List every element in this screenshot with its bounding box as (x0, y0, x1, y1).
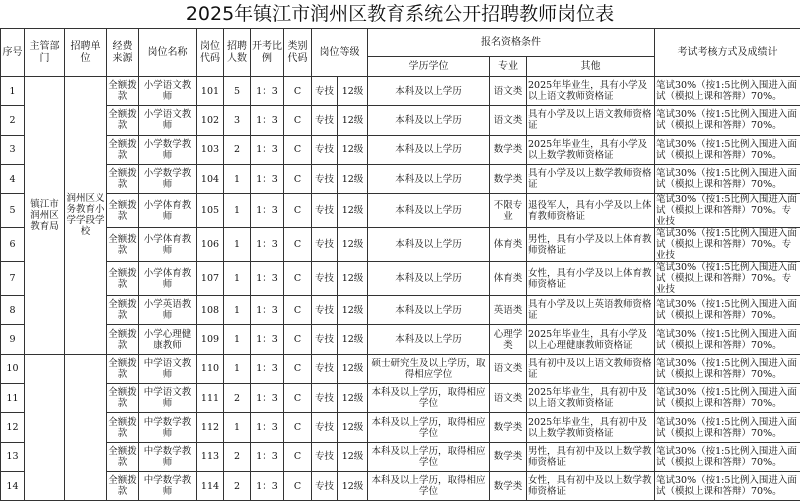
header-category-code: 类别代码 (284, 29, 312, 77)
seq-cell: 4 (1, 164, 25, 193)
education-cell: 本科及以上学历 (368, 135, 490, 164)
level-cell: 12级 (338, 354, 368, 383)
other-cell: 2025年毕业生，具有小学及以上心理健康教师资格证 (527, 325, 655, 354)
major-cell: 心理学类 (490, 325, 527, 354)
header-education: 学历学位 (368, 57, 490, 77)
header-dept: 主管部门 (25, 29, 65, 77)
post-code-cell: 112 (197, 413, 224, 442)
page-title: 2025年镇江市润州区教育系统公开招聘教师岗位表 (185, 3, 615, 25)
major-cell: 语文类 (490, 384, 527, 413)
post-name-cell: 中学语文教师 (139, 384, 197, 413)
table-row (1, 296, 800, 325)
level-cell: 12级 (338, 228, 368, 262)
funding-cell: 全额拨款 (107, 106, 139, 135)
education-cell: 本科及以上学历，取得相应学位 (368, 442, 490, 471)
major-cell: 体育类 (490, 262, 527, 296)
category-cell: C (284, 354, 312, 383)
type-cell: 专技 (312, 77, 338, 106)
funding-cell: 全额拨款 (107, 471, 139, 500)
type-cell: 专技 (312, 384, 338, 413)
major-cell: 英语类 (490, 296, 527, 325)
table-row (1, 413, 800, 442)
exam-cell: 笔试30%（按1:5比例入围进入面试（模拟上课和答辩）70%。专业技 (655, 194, 800, 228)
ratio-cell: 1：3 (251, 164, 284, 193)
post-code-cell: 105 (197, 194, 224, 228)
level-cell: 12级 (338, 442, 368, 471)
education-cell: 本科及以上学历 (368, 262, 490, 296)
type-cell: 专技 (312, 194, 338, 228)
education-cell: 本科及以上学历，取得相应学位 (368, 471, 490, 500)
other-cell: 女性，具有小学及以上体育教师资格证 (527, 262, 655, 296)
exam-cell: 笔试30%（按1:5比例入围进入面试（模拟上课和答辩）70%。 (655, 164, 800, 193)
funding-cell: 全额拨款 (107, 164, 139, 193)
ratio-cell: 1：3 (251, 228, 284, 262)
ratio-cell: 1：3 (251, 413, 284, 442)
type-cell: 专技 (312, 354, 338, 383)
post-code-cell: 106 (197, 228, 224, 262)
table-row (1, 471, 800, 500)
header-seq: 序号 (1, 29, 25, 77)
major-cell: 数学类 (490, 164, 527, 193)
post-name-cell: 中学语文教师 (139, 354, 197, 383)
major-cell: 体育类 (490, 228, 527, 262)
education-cell: 本科及以上学历，取得相应学位 (368, 384, 490, 413)
ratio-cell: 1：3 (251, 194, 284, 228)
post-name-cell: 中学数学教师 (139, 413, 197, 442)
exam-cell: 笔试30%（按1:5比例入围进入面试（模拟上课和答辩）70%。 (655, 106, 800, 135)
unit-cell: 润州区义务教育小学学段学校 (65, 77, 107, 355)
table-row (1, 442, 800, 471)
level-cell: 12级 (338, 325, 368, 354)
exam-cell: 笔试30%（按1:5比例入围进入面试（模拟上课和答辩）70%。 (655, 296, 800, 325)
funding-cell: 全额拨款 (107, 194, 139, 228)
post-name-cell: 小学语文教师 (139, 77, 197, 106)
seq-cell: 6 (1, 228, 25, 262)
other-cell: 女性，具有初中及以上数学教师资格证 (527, 471, 655, 500)
table-row (1, 106, 800, 135)
post-code-cell: 102 (197, 106, 224, 135)
header-post-level: 岗位等级 (312, 29, 368, 77)
exam-cell: 笔试30%（按1:5比例入围进入面试（模拟上课和答辩）70%。 (655, 384, 800, 413)
post-code-cell: 109 (197, 325, 224, 354)
funding-cell: 全额拨款 (107, 413, 139, 442)
post-name-cell: 小学数学教师 (139, 135, 197, 164)
funding-cell: 全额拨款 (107, 325, 139, 354)
seq-cell: 14 (1, 471, 25, 500)
level-cell: 12级 (338, 106, 368, 135)
funding-cell: 全额拨款 (107, 384, 139, 413)
table-row (1, 325, 800, 354)
other-cell: 2025年毕业生，具有小学及以上数学教师资格证 (527, 135, 655, 164)
header-major: 专业 (490, 57, 527, 77)
count-cell: 1 (224, 413, 251, 442)
other-cell: 2025年毕业生，具有初中及以上语文教师资格证 (527, 384, 655, 413)
education-cell: 本科及以上学历 (368, 164, 490, 193)
ratio-cell: 1：3 (251, 135, 284, 164)
count-cell: 1 (224, 164, 251, 193)
ratio-cell: 1：3 (251, 384, 284, 413)
level-cell: 12级 (338, 471, 368, 500)
category-cell: C (284, 413, 312, 442)
post-code-cell: 110 (197, 354, 224, 383)
count-cell: 1 (224, 354, 251, 383)
category-cell: C (284, 442, 312, 471)
major-cell: 不限专业 (490, 194, 527, 228)
ratio-cell: 1：3 (251, 296, 284, 325)
header-post-code: 岗位代码 (197, 29, 224, 77)
seq-cell: 12 (1, 413, 25, 442)
ratio-cell: 1：3 (251, 354, 284, 383)
funding-cell: 全额拨款 (107, 228, 139, 262)
post-code-cell: 103 (197, 135, 224, 164)
table-row (1, 262, 800, 296)
type-cell: 专技 (312, 135, 338, 164)
other-cell: 具有初中及以上语文教师资格证 (527, 354, 655, 383)
post-code-cell: 111 (197, 384, 224, 413)
category-cell: C (284, 384, 312, 413)
major-cell: 数学类 (490, 471, 527, 500)
type-cell: 专技 (312, 262, 338, 296)
education-cell: 本科及以上学历，取得相应学位 (368, 413, 490, 442)
post-code-cell: 108 (197, 296, 224, 325)
seq-cell: 3 (1, 135, 25, 164)
seq-cell: 8 (1, 296, 25, 325)
post-name-cell: 小学数学教师 (139, 164, 197, 193)
level-cell: 12级 (338, 164, 368, 193)
seq-cell: 13 (1, 442, 25, 471)
seq-cell: 7 (1, 262, 25, 296)
post-name-cell: 小学体育教师 (139, 262, 197, 296)
post-name-cell: 小学体育教师 (139, 228, 197, 262)
seq-cell: 5 (1, 194, 25, 228)
table-row (1, 164, 800, 193)
exam-cell: 笔试30%（按1:5比例入围进入面试（模拟上课和答辩）70%。专业技 (655, 228, 800, 262)
post-name-cell: 小学体育教师 (139, 194, 197, 228)
type-cell: 专技 (312, 442, 338, 471)
category-cell: C (284, 296, 312, 325)
major-cell: 数学类 (490, 135, 527, 164)
post-name-cell: 小学英语教师 (139, 296, 197, 325)
count-cell: 1 (224, 296, 251, 325)
post-name-cell: 中学数学教师 (139, 471, 197, 500)
major-cell: 数学类 (490, 413, 527, 442)
header-count: 招聘人数 (224, 29, 251, 77)
table-row (1, 354, 800, 383)
exam-cell: 笔试30%（按1:5比例入围进入面试（模拟上课和答辩）70%。 (655, 325, 800, 354)
count-cell: 5 (224, 77, 251, 106)
post-code-cell: 104 (197, 164, 224, 193)
major-cell: 语文类 (490, 354, 527, 383)
count-cell: 2 (224, 384, 251, 413)
seq-cell: 10 (1, 354, 25, 383)
count-cell: 1 (224, 262, 251, 296)
level-cell: 12级 (338, 194, 368, 228)
recruitment-table (0, 28, 800, 501)
ratio-cell: 1：3 (251, 471, 284, 500)
major-cell: 数学类 (490, 442, 527, 471)
category-cell: C (284, 262, 312, 296)
type-cell: 专技 (312, 228, 338, 262)
ratio-cell: 1：3 (251, 262, 284, 296)
education-cell: 本科及以上学历 (368, 77, 490, 106)
other-cell: 退役军人，具有小学及以上体育教师资格证 (527, 194, 655, 228)
ratio-cell: 1：3 (251, 442, 284, 471)
post-code-cell: 101 (197, 77, 224, 106)
table-row (1, 77, 800, 106)
table-row (1, 228, 800, 262)
count-cell: 3 (224, 106, 251, 135)
header-unit: 招聘单位 (65, 29, 107, 77)
count-cell: 1 (224, 194, 251, 228)
category-cell: C (284, 471, 312, 500)
level-cell: 12级 (338, 296, 368, 325)
exam-cell: 笔试30%（按1:5比例入围进入面试（模拟上课和答辩）70%。 (655, 442, 800, 471)
ratio-cell: 1：3 (251, 325, 284, 354)
category-cell: C (284, 325, 312, 354)
major-cell: 语文类 (490, 106, 527, 135)
header-post-name: 岗位名称 (139, 29, 197, 77)
seq-cell: 1 (1, 77, 25, 106)
other-cell: 具有小学及以上数学教师资格证 (527, 164, 655, 193)
type-cell: 专技 (312, 471, 338, 500)
post-code-cell: 114 (197, 471, 224, 500)
header-other: 其他 (527, 57, 655, 77)
unit-cell-empty (65, 354, 107, 500)
type-cell: 专技 (312, 164, 338, 193)
table-row (1, 194, 800, 228)
count-cell: 2 (224, 471, 251, 500)
category-cell: C (284, 194, 312, 228)
table-row (1, 135, 800, 164)
exam-cell: 笔试30%（按1:5比例入围进入面试（模拟上课和答辩）70%。专业技 (655, 262, 800, 296)
level-cell: 12级 (338, 77, 368, 106)
exam-cell: 笔试30%（按1:5比例入围进入面试（模拟上课和答辩）70%。 (655, 77, 800, 106)
funding-cell: 全额拨款 (107, 135, 139, 164)
level-cell: 12级 (338, 135, 368, 164)
exam-cell: 笔试30%（按1:5比例入围进入面试（模拟上课和答辩）70%。 (655, 354, 800, 383)
category-cell: C (284, 106, 312, 135)
count-cell: 2 (224, 135, 251, 164)
header-conditions: 报名资格条件 (368, 29, 655, 57)
type-cell: 专技 (312, 325, 338, 354)
seq-cell: 11 (1, 384, 25, 413)
header-funding: 经费来源 (107, 29, 139, 77)
education-cell: 本科及以上学历 (368, 194, 490, 228)
other-cell: 男性，具有初中及以上数学教师资格证 (527, 442, 655, 471)
level-cell: 12级 (338, 262, 368, 296)
header-ratio: 开考比例 (251, 29, 284, 77)
other-cell: 具有小学及以上英语教师资格证 (527, 296, 655, 325)
funding-cell: 全额拨款 (107, 262, 139, 296)
seq-cell: 9 (1, 325, 25, 354)
other-cell: 2025年毕业生，具有初中及以上数学教师资格证 (527, 413, 655, 442)
category-cell: C (284, 228, 312, 262)
exam-cell: 笔试30%（按1:5比例入围进入面试（模拟上课和答辩）70%。 (655, 135, 800, 164)
education-cell: 本科及以上学历 (368, 296, 490, 325)
count-cell: 1 (224, 325, 251, 354)
other-cell: 2025年毕业生，具有小学及以上语文教师资格证 (527, 77, 655, 106)
seq-cell: 2 (1, 106, 25, 135)
table-row (1, 384, 800, 413)
other-cell: 具有小学及以上语文教师资格证 (527, 106, 655, 135)
type-cell: 专技 (312, 296, 338, 325)
count-cell: 1 (224, 228, 251, 262)
post-name-cell: 小学心理健康教师 (139, 325, 197, 354)
funding-cell: 全额拨款 (107, 442, 139, 471)
type-cell: 专技 (312, 106, 338, 135)
education-cell: 本科及以上学历 (368, 325, 490, 354)
dept-cell: 镇江市润州区教育局 (25, 77, 65, 355)
funding-cell: 全额拨款 (107, 354, 139, 383)
level-cell: 12级 (338, 384, 368, 413)
education-cell: 硕士研究生及以上学历，取得相应学位 (368, 354, 490, 383)
level-cell: 12级 (338, 413, 368, 442)
education-cell: 本科及以上学历 (368, 228, 490, 262)
other-cell: 男性，具有小学及以上体育教师资格证 (527, 228, 655, 262)
exam-cell: 笔试30%（按1:5比例入围进入面试（模拟上课和答辩）70%。 (655, 471, 800, 500)
funding-cell: 全额拨款 (107, 77, 139, 106)
header-exam: 考试考核方式及成绩计 (655, 29, 800, 77)
exam-cell: 笔试30%（按1:5比例入围进入面试（模拟上课和答辩）70%。 (655, 413, 800, 442)
major-cell: 语文类 (490, 77, 527, 106)
post-name-cell: 中学数学教师 (139, 442, 197, 471)
category-cell: C (284, 164, 312, 193)
funding-cell: 全额拨款 (107, 296, 139, 325)
category-cell: C (284, 135, 312, 164)
post-name-cell: 小学语文教师 (139, 106, 197, 135)
count-cell: 2 (224, 442, 251, 471)
category-cell: C (284, 77, 312, 106)
ratio-cell: 1：3 (251, 77, 284, 106)
ratio-cell: 1：3 (251, 106, 284, 135)
education-cell: 本科及以上学历 (368, 106, 490, 135)
type-cell: 专技 (312, 413, 338, 442)
post-code-cell: 107 (197, 262, 224, 296)
dept-cell-empty (25, 354, 65, 500)
post-code-cell: 113 (197, 442, 224, 471)
